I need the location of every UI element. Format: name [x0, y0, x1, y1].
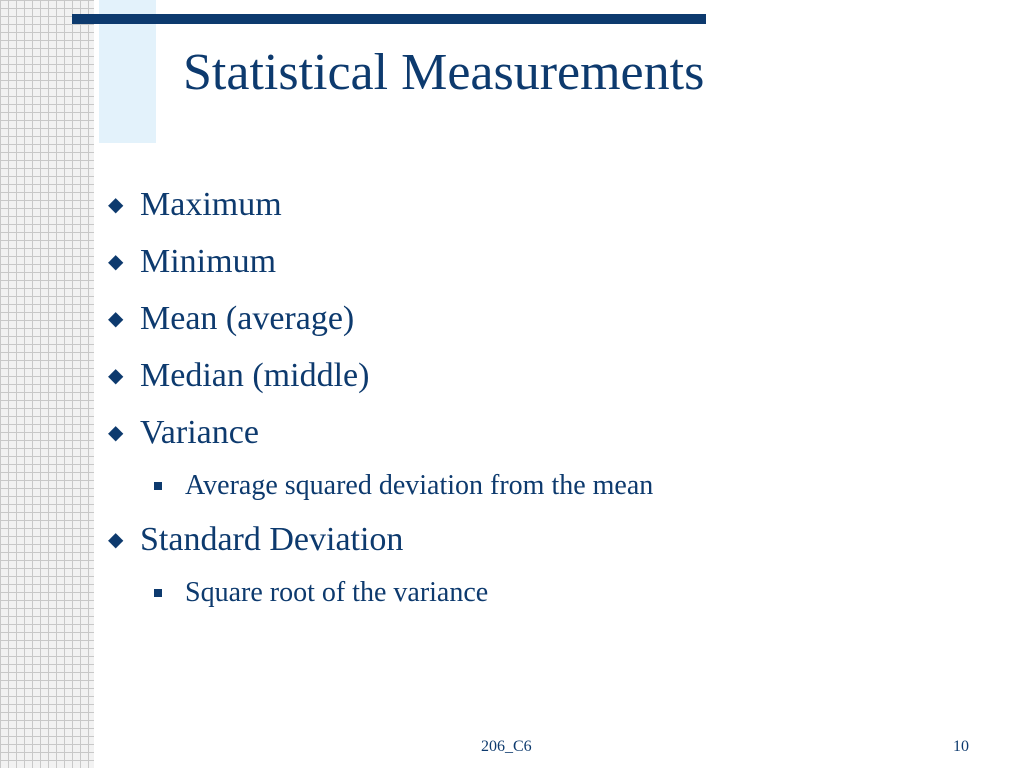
sub-bullet-text: Square root of the variance: [185, 577, 489, 608]
diamond-bullet-icon: ◆: [108, 194, 124, 216]
bullet-text: Median (middle): [140, 356, 370, 394]
bullet-item-maximum: [108, 176, 653, 233]
sub-bullet-text: Average squared deviation from the mean: [185, 470, 654, 501]
bullet-text: Mean (average): [140, 299, 355, 337]
bullet-text: Minimum: [140, 242, 277, 280]
bullet-text: Standard Deviation: [140, 520, 404, 558]
bullet-text: Maximum: [140, 185, 282, 223]
diamond-bullet-icon: ◆: [108, 365, 124, 387]
bullet-item-variance: [108, 404, 653, 461]
bullet-list: [108, 176, 653, 618]
title-rule: [72, 14, 706, 24]
bullet-item-minimum: [108, 233, 653, 290]
bullet-item-standard-deviation: [108, 511, 653, 568]
page-number: 10: [953, 738, 969, 755]
sub-bullet-variance-definition: [108, 461, 653, 511]
bullet-text: Variance: [140, 413, 259, 451]
diamond-bullet-icon: ◆: [108, 422, 124, 444]
sub-bullet-std-dev-definition: [108, 568, 653, 618]
diamond-bullet-icon: ◆: [108, 529, 124, 551]
slide-title: Statistical Measurements: [183, 44, 705, 101]
grid-pattern-strip: [0, 0, 94, 768]
square-bullet-icon: [154, 482, 185, 490]
diamond-bullet-icon: ◆: [108, 251, 124, 273]
bullet-item-mean: [108, 290, 653, 347]
square-bullet-icon: [154, 589, 185, 597]
footer-label: 206_C6: [481, 738, 532, 755]
diamond-bullet-icon: ◆: [108, 308, 124, 330]
bullet-item-median: [108, 347, 653, 404]
